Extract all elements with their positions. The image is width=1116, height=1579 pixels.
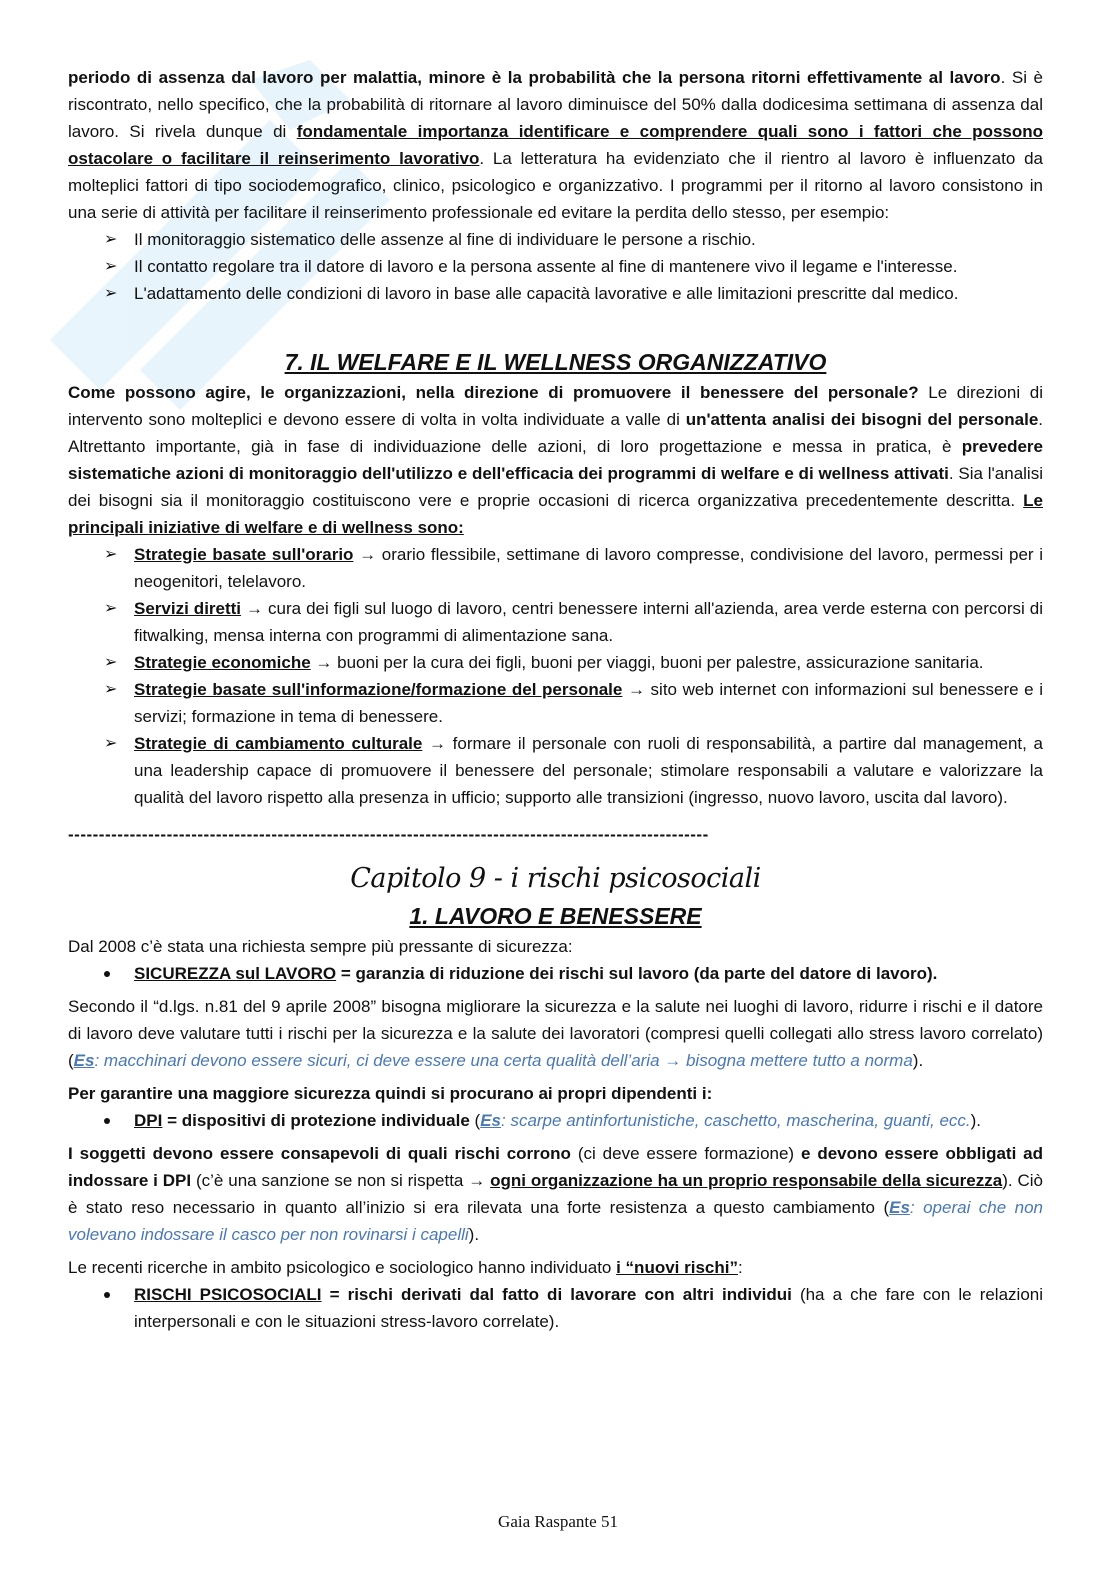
bullet-dot-icon xyxy=(104,1292,110,1298)
arrowhead-bullet-icon: ➢ xyxy=(104,600,118,617)
list-item xyxy=(68,676,1043,730)
item-text: → sito web internet con informazioni sul benessere e i servizi; formazione in tema di benessere. xyxy=(134,680,1044,726)
list-item xyxy=(68,595,1043,649)
text: ). xyxy=(970,1111,982,1130)
item-head: Strategie basate sull'informazione/formazione del personale xyxy=(134,680,623,699)
item-text: = garanzia di riduzione dei rischi sul lavoro (da parte del datore di lavoro). xyxy=(336,964,938,983)
bold-underlined-text: fondamentale importanza identificare e comprendere quali sono i fattori che possono ostacolare o facilitare il reinserimento lavorativo xyxy=(68,122,1044,168)
paragraph-return-to-work xyxy=(68,64,1043,226)
bold-underlined-text: ogni organizzazione ha un proprio responsabile della sicurezza xyxy=(490,1171,1003,1190)
example-text: : scarpe antinfortunistiche, caschetto, mascherina, guanti, ecc. xyxy=(501,1111,971,1130)
text: Le direzioni di intervento sono molteplici e devono essere di volta in volta individuate a valle di xyxy=(68,383,1043,429)
text: ). Ciò è stato reso necessario in quanto all’inizio si era rilevata una forte resistenza a questo cambiamento ( xyxy=(68,1171,1043,1217)
text: . La letteratura ha evidenziato che il rientro al lavoro è influenzato da molteplici fattori di tipo sociodemografico, clinico, psicologico e organizzativo. I programmi per il ritorno al lavoro consistono in una serie di attività per facilitare il reinserimento professionale ed evitare la perdita dello stesso, per esempio: xyxy=(68,149,1043,222)
chapter-divider: -------------------------------------------------------------------------------------------------------- xyxy=(68,825,709,844)
bold-text: prevedere sistematiche azioni di monitoraggio dell'utilizzo e dell'efficacia dei programmi di welfare e di wellness attivati xyxy=(68,437,1043,483)
bold-text: I soggetti devono essere consapevoli di quali rischi corrono xyxy=(68,1144,571,1163)
arrowhead-bullet-icon: ➢ xyxy=(104,285,118,302)
list-return-to-work-programs xyxy=(68,226,1043,307)
bold-underlined-text: Le principali iniziative di welfare e di wellness sono: xyxy=(68,491,1043,537)
text: (ci deve essere formazione) xyxy=(570,1144,801,1163)
list-item xyxy=(68,730,1043,811)
item-head: RISCHI PSICOSOCIALI xyxy=(134,1285,322,1304)
item-text: → cura dei figli sul luogo di lavoro, centri benessere interni all'azienda, area verde esterna con percorsi di fitwalking, mensa interna con programmi di alimentazione sana. xyxy=(134,599,1043,645)
section-title-welfare: 7. IL WELFARE E IL WELLNESS ORGANIZZATIVO xyxy=(284,349,827,375)
list-item xyxy=(68,226,1043,253)
list-item xyxy=(68,253,1043,280)
list-safety xyxy=(68,960,1043,987)
example-label: Es xyxy=(73,1051,95,1070)
item-head: Strategie di cambiamento culturale xyxy=(134,734,423,753)
text: . Altrettanto importante, già in fase di individuazione delle azioni, di loro progettazione e messa in pratica, è xyxy=(68,410,1044,456)
item-head: DPI xyxy=(134,1111,163,1130)
bold-text: un'attenta analisi dei bisogni del personale xyxy=(685,410,1039,429)
arrowhead-bullet-icon: ➢ xyxy=(104,681,118,698)
text: ). xyxy=(912,1051,924,1070)
bold-text: Come possono agire, le organizzazioni, nella direzione di promuovere il benessere del personale? xyxy=(68,383,919,402)
list-item xyxy=(68,541,1043,595)
text: Le recenti ricerche in ambito psicologico e sociologico hanno individuato xyxy=(68,1258,617,1277)
chapter-title: Capitolo 9 - i rischi psicosociali xyxy=(350,863,761,894)
text: ). xyxy=(468,1225,480,1244)
paragraph-awareness xyxy=(68,1140,1043,1248)
list-item xyxy=(68,649,1043,676)
text: Secondo il “d.lgs. n.81 del 9 aprile 2008” bisogna migliorare la sicurezza e la salute nei luoghi di lavoro, ridurre i rischi e il datore di lavoro deve valutare tutti i rischi per la sicurezza e la salute dei lavoratori (compresi quelli collegati allo stress lavoro correlato) ( xyxy=(68,997,1043,1070)
bold-underlined-text: i “nuovi rischi” xyxy=(616,1258,738,1277)
list-item-text: L'adattamento delle condizioni di lavoro in base alle capacità lavorative e alle limitazioni prescritte dal medico. xyxy=(134,284,959,303)
page-footer: Gaia Raspante 51 xyxy=(498,1512,618,1531)
example-text: : macchinari devono essere sicuri, ci deve essere una certa qualità dell’aria → bisogna mettere tutto a norma xyxy=(94,1051,913,1070)
list-item xyxy=(68,1107,1043,1134)
example-label: Es xyxy=(889,1198,910,1217)
list-psychosocial xyxy=(68,1281,1043,1335)
arrowhead-bullet-icon: ➢ xyxy=(104,258,118,275)
paragraph-new-risks xyxy=(68,1254,1043,1281)
item-text: → formare il personale con ruoli di responsabilità, a partire dal management, a una leadership capace di promuovere il benessere del personale; stimolare responsabili a valutare e valorizzare la qualità del lavoro rispetto alla presenza in ufficio; supporto alle transizioni (ingresso, nuovo lavoro, uscita dal lavoro). xyxy=(134,734,1044,807)
text: ( xyxy=(469,1111,481,1130)
paragraph-law xyxy=(68,993,1043,1074)
bold-text: periodo di assenza dal lavoro per malattia, minore è la probabilità che la persona ritorni effettivamente al lavoro xyxy=(68,68,1001,87)
item-text: → orario flessibile, settimane di lavoro compresse, condivisione del lavoro, permessi per i neogenitori, telelavoro. xyxy=(134,545,1043,591)
arrowhead-bullet-icon: ➢ xyxy=(104,654,118,671)
item-head: SICUREZZA sul LAVORO xyxy=(134,964,337,983)
list-item-text: Il monitoraggio sistematico delle assenze al fine di individuare le persone a rischio. xyxy=(134,230,756,249)
list-item xyxy=(68,1281,1043,1335)
paragraph-welfare xyxy=(68,379,1043,541)
list-dpi xyxy=(68,1107,1043,1134)
example-text: : operai che non volevano indossare il casco per non rovinarsi i capelli xyxy=(68,1198,1043,1244)
document-page xyxy=(68,64,1043,1335)
text: : xyxy=(737,1258,743,1277)
bold-text: e devono essere obbligati ad indossare i DPI xyxy=(68,1144,1044,1190)
list-item-text: Il contatto regolare tra il datore di lavoro e la persona assente al fine di mantenere vivo il legame e l'interesse. xyxy=(134,257,958,276)
bold-text: Per garantire una maggiore sicurezza quindi si procurano ai propri dipendenti i: xyxy=(68,1084,713,1103)
list-welfare-initiatives xyxy=(68,541,1043,811)
text: . Sia l'analisi dei bisogni sia il monitoraggio costituiscono vere e proprie occasioni di ricerca organizzativa precedentemente descritta. xyxy=(68,464,1043,510)
item-text: = dispositivi di protezione individuale xyxy=(162,1111,470,1130)
list-item xyxy=(68,280,1043,307)
list-item xyxy=(68,960,1043,987)
text: (c’è una sanzione se non si rispetta → xyxy=(191,1171,491,1190)
text: . Si è riscontrato, nello specifico, che la probabilità di ritornare al lavoro diminuisce del 50% dalla dodicesima settimana di assenza dal lavoro. Si rivela dunque di xyxy=(68,68,1043,141)
item-head: Strategie basate sull'orario xyxy=(134,545,354,564)
item-text: (ha a che fare con le relazioni interpersonali e con le situazioni stress-lavoro correlate). xyxy=(134,1285,1044,1331)
item-head: Strategie economiche xyxy=(134,653,311,672)
example-label: Es xyxy=(480,1111,501,1130)
item-text: → buoni per la cura dei figli, buoni per viaggi, buoni per palestre, assicurazione sanitaria. xyxy=(310,653,984,672)
section-title-work-wellbeing: 1. LAVORO E BENESSERE xyxy=(409,903,702,929)
arrowhead-bullet-icon: ➢ xyxy=(104,735,118,752)
item-head: Servizi diretti xyxy=(134,599,242,618)
item-text: = rischi derivati dal fatto di lavorare con altri individui xyxy=(321,1285,792,1304)
paragraph-intro: Dal 2008 c’è stata una richiesta sempre più pressante di sicurezza: xyxy=(68,937,573,956)
paragraph-dpi-intro xyxy=(68,1080,1043,1107)
arrowhead-bullet-icon: ➢ xyxy=(104,231,118,248)
bullet-dot-icon xyxy=(104,1118,110,1124)
arrowhead-bullet-icon: ➢ xyxy=(104,546,118,563)
bullet-dot-icon xyxy=(104,971,110,977)
